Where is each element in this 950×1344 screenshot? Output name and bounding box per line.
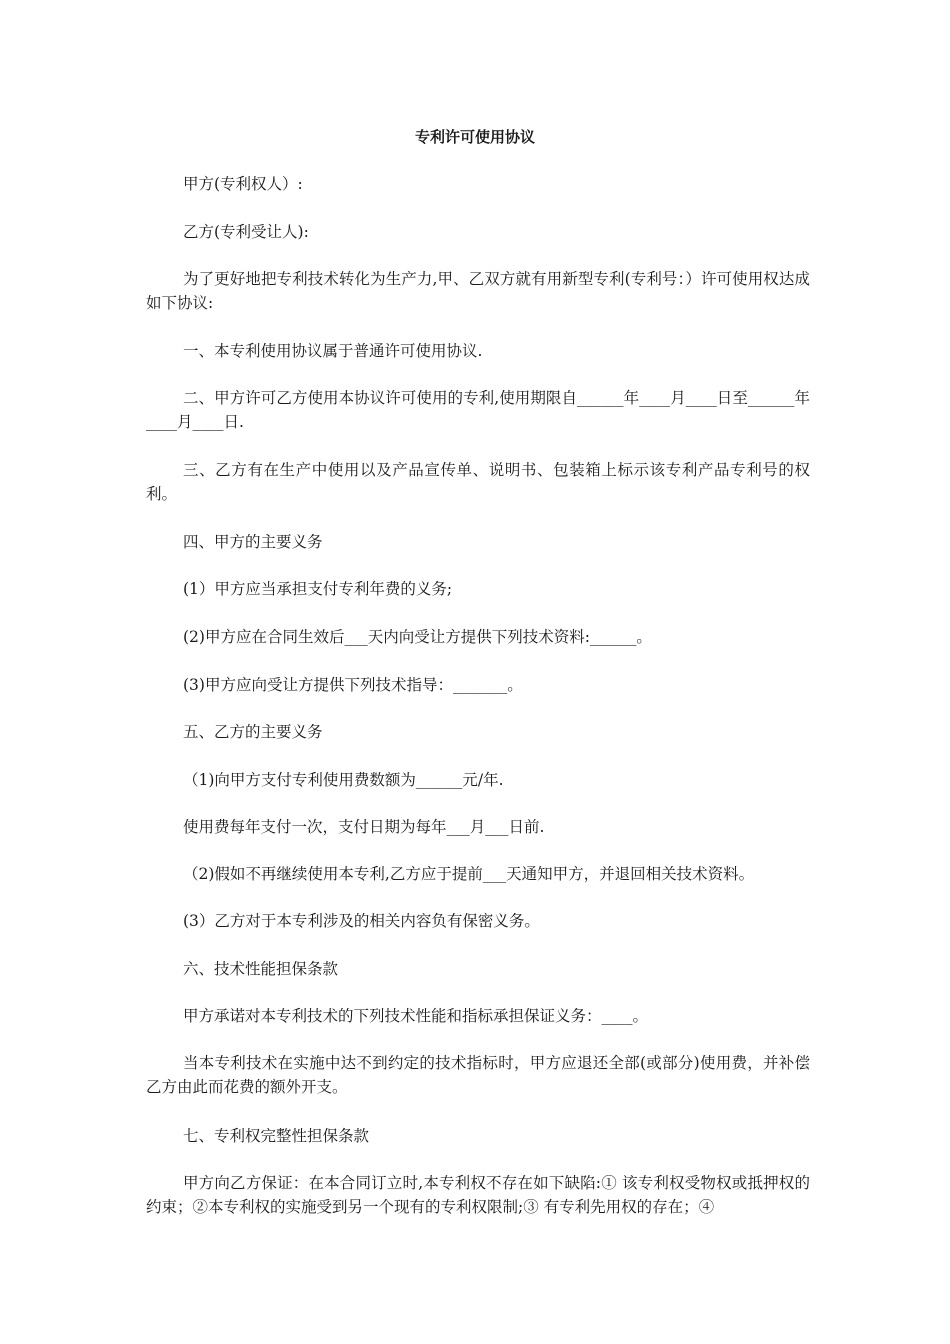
party-b-line: 乙方(专利受让人): xyxy=(183,223,309,241)
clause-4-item-2: (2)甲方应在合同生效后___天内向受让方提供下列技术资料:______。 xyxy=(183,628,652,646)
clause-5-item-1: （1)向甲方支付专利使用费数额为______元/年. xyxy=(183,771,504,789)
clause-4-heading: 四、甲方的主要义务 xyxy=(183,533,323,551)
clause-2: 二、甲方许可乙方使用本协议许可使用的专利,使用期限自______年____月____日至______年____月____日. xyxy=(146,389,810,431)
party-a-line: 甲方(专利权人）: xyxy=(183,175,303,193)
clause-5-payment-date: 使用费每年支付一次，支付日期为每年___月___日前. xyxy=(183,818,545,836)
clause-5-item-2: （2)假如不再继续使用本专利,乙方应于提前___天通知甲方，并退回相关技术资料。 xyxy=(183,865,755,883)
clause-4-item-1: (1）甲方应当承担支付专利年费的义务; xyxy=(183,580,453,598)
clause-7-guarantee: 甲方向乙方保证：在本合同订立时,本专利权不存在如下缺陷:① 该专利权受物权或抵押权的约束；②本专利权的实施受到另一个现有的专利权限制;③ 有专利先用权的存在；④ xyxy=(146,1174,810,1216)
clause-6-guarantee: 甲方承诺对本专利技术的下列技术性能和指标承担保证义务：____。 xyxy=(183,1007,649,1025)
preamble-paragraph: 为了更好地把专利技术转化为生产力,甲、乙双方就有用新型专利(专利号：）许可使用权达成如下协议: xyxy=(146,270,810,312)
clause-4-item-3: (3)甲方应向受让方提供下列技术指导：_______。 xyxy=(183,676,523,694)
clause-6-refund: 当本专利技术在实施中达不到约定的技术指标时，甲方应退还全部(或部分)使用费，并补偿乙方由此而花费的额外开支。 xyxy=(146,1054,810,1096)
clause-3: 三、乙方有在生产中使用以及产品宣传单、说明书、包装箱上标示该专利产品专利号的权利。 xyxy=(146,461,810,503)
clause-1: 一、本专利使用协议属于普通许可使用协议. xyxy=(183,342,483,360)
document-title: 专利许可使用协议 xyxy=(414,128,535,146)
clause-7-heading: 七、专利权完整性担保条款 xyxy=(183,1127,370,1145)
clause-6-heading: 六、技术性能担保条款 xyxy=(183,960,339,978)
clause-5-item-3: (3）乙方对于本专利涉及的相关内容负有保密义务。 xyxy=(183,912,540,930)
clause-5-heading: 五、乙方的主要义务 xyxy=(183,723,323,741)
